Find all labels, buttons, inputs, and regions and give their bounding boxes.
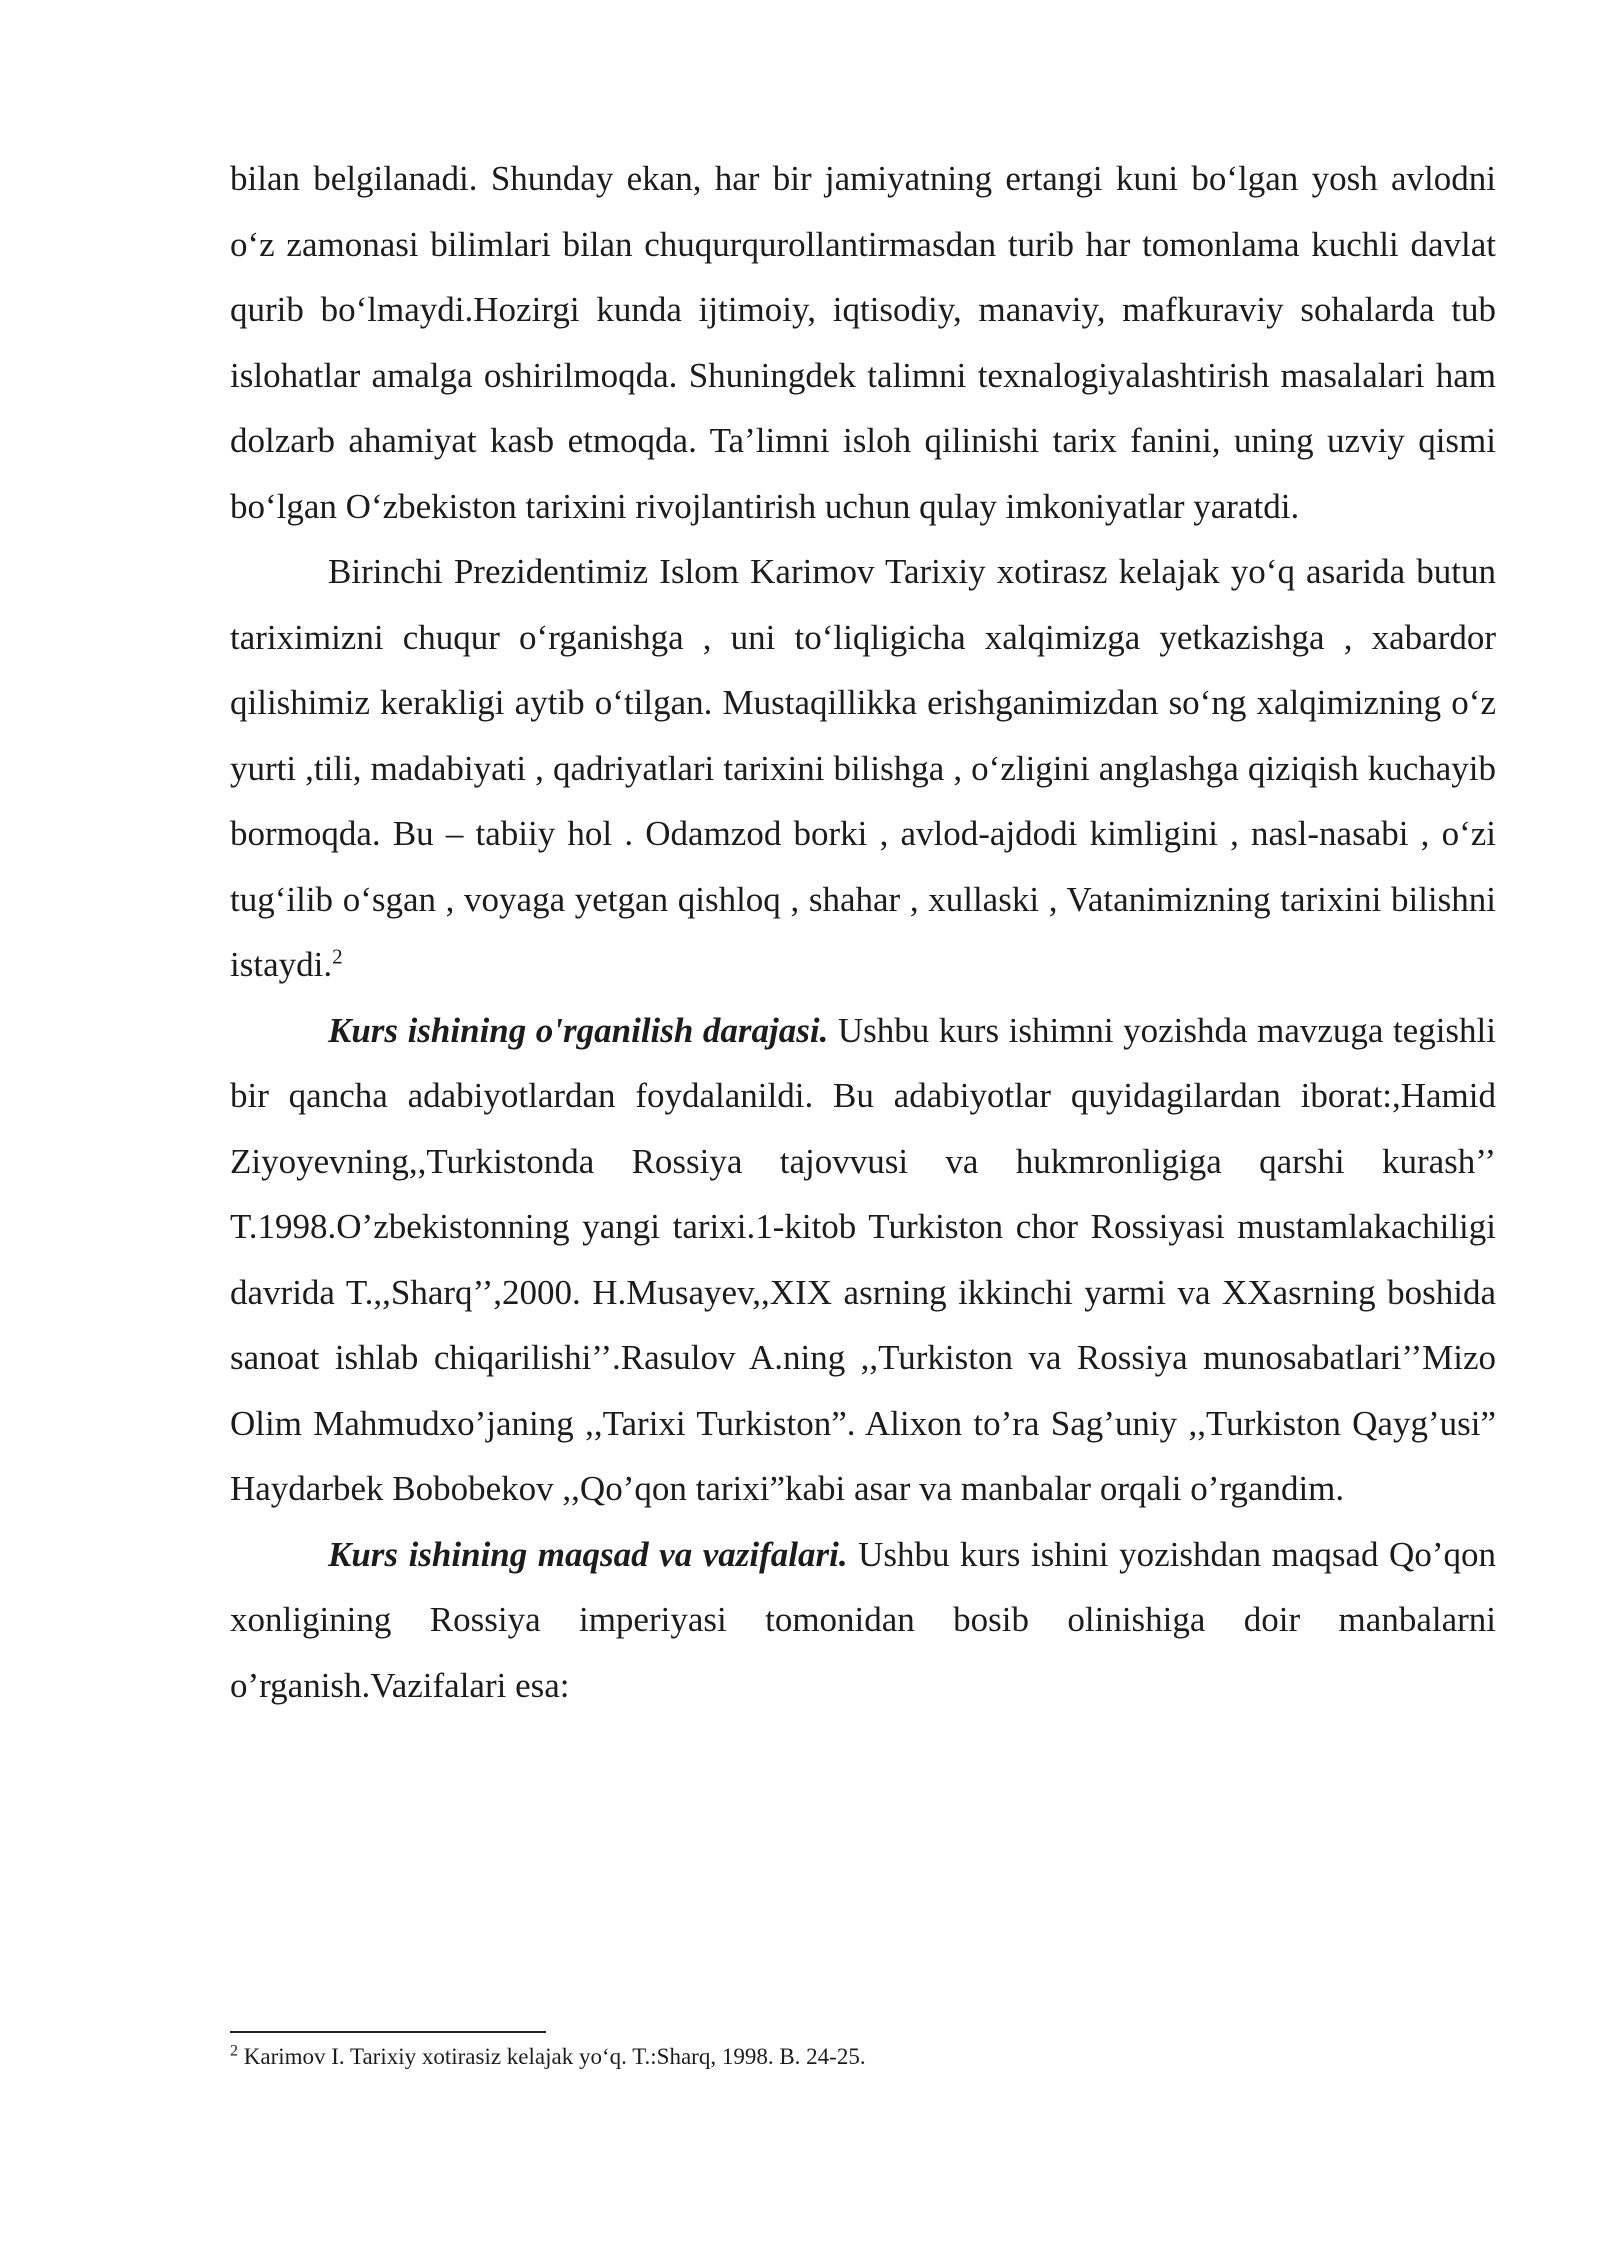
paragraph-karimov-text: Birinchi Prezidentimiz Islom Karimov Tarixiy xotirasz kelajak yo‘q asarida butun tariximizni chuqur o‘rganishga , uni to‘liqligicha xalqimizga yetkazishga , xabardor qilishimiz kerakligi aytib o‘tilgan. Mustaqillikka erishganimizdan so‘ng xalqimizning o‘z yurti ,tili, madabiyati , qadriyatlari tarixini bilishga , o‘zligini anglashga qiziqish kuchayib bormoqda. Bu – tabiiy hol . Odamzod borki , avlod-ajdodi kimligini , nasl-nasabi , o‘zi tug‘ilib o‘sgan , voyaga yetgan qishloq , shahar , xullaski , Vatanimizning tarixini bilishni istaydi. <box>230 552 1496 984</box>
paragraph-goals-text: Ushbu kurs ishini yozishdan maqsad Qo’qon xonligining Rossiya imperiyasi tomonidan bosib olinishiga doir manbalarni o’rganish.Vazifalari esa: <box>230 1534 1496 1705</box>
footnote <box>230 2040 1496 2074</box>
section-heading-research-degree: Kurs ishining o'rganilish darajasi. <box>328 1010 829 1050</box>
footnote-number: 2 <box>230 2042 238 2060</box>
document-body <box>230 146 1496 1718</box>
footnote-separator <box>230 2031 546 2033</box>
paragraph-research-degree <box>230 998 1496 1522</box>
paragraph-research-degree-text: Ushbu kurs ishimni yozishda mavzuga tegishli bir qancha adabiyotlardan foydalanildi. Bu adabiyotlar quyidagilardan iborat:,Hamid Ziyoyevning,,Turkistonda Rossiya tajovvusi va hukmronligiga qarshi kurash’’ T.1998.O’zbekistonning yangi tarixi.1-kitob Turkiston chor Rossiyasi mustamlakachiligi davrida T.,,Sharq’’,2000. H.Musayev,,XIX asrning ikkinchi yarmi va XXasrning boshida sanoat ishlab chiqarilishi’’.Rasulov A.ning ,,Turkiston va Rossiya munosabatlari’’Mizo Olim Mahmudxo’janing ,,Tarixi Turkiston”. Alixon to’ra Sag’uniy ,,Turkiston Qayg’usi” Haydarbek Bobobekov ,,Qo’qon tarixi”kabi asar va manbalar orqali o’rgandim. <box>230 1010 1497 1508</box>
paragraph-goals <box>230 1522 1496 1719</box>
footnote-reference[interactable]: 2 <box>332 944 343 969</box>
paragraph-karimov <box>230 539 1496 998</box>
footnote-text: Karimov I. Tarixiy xotirasiz kelajak yo‘q. T.:Sharq, 1998. B. 24-25. <box>238 2044 866 2069</box>
section-heading-goals: Kurs ishining maqsad va vazifalari. <box>328 1534 848 1574</box>
paragraph-intro <box>230 146 1496 539</box>
paragraph-intro-text: bilan belgilanadi. Shunday ekan, har bir jamiyatning ertangi kuni bo‘lgan yosh avlodni o‘z zamonasi bilimlari bilan chuqurqurollantirmasdan turib har tomonlama kuchli davlat qurib bo‘lmaydi.Hozirgi kunda ijtimoiy, iqtisodiy, manaviy, mafkuraviy sohalarda tub islohatlar amalga oshirilmoqda. Shuningdek talimni texnalogiyalashtirish masalalari ham dolzarb ahamiyat kasb etmoqda. Ta’limni isloh qilinishi tarix fanini, uning uzviy qismi bo‘lgan O‘zbekiston tarixini rivojlantirish uchun qulay imkoniyatlar yaratdi. <box>230 159 1496 526</box>
